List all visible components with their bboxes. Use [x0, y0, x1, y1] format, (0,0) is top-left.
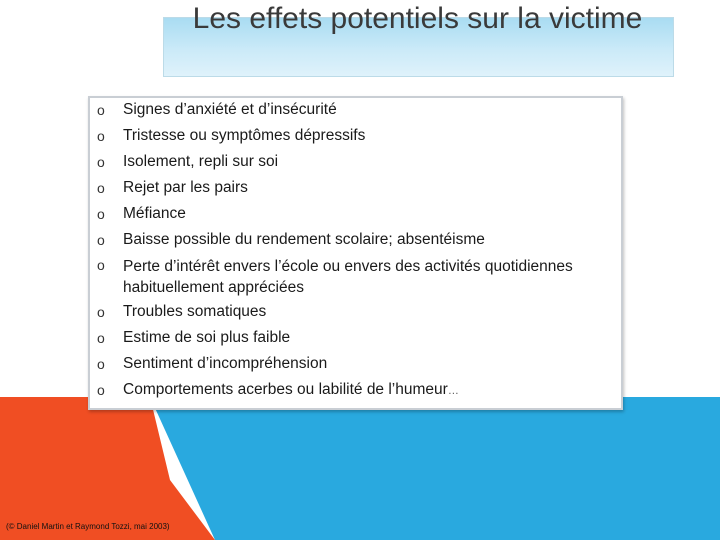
citation: (© Daniel Martin et Raymond Tozzi, mai 2003) [6, 522, 170, 531]
bullet-marker: o [97, 330, 105, 346]
list-item-text: Perte d’intérêt envers l’école ou envers des activités quotidiennes habituellement appréciées [123, 258, 573, 296]
list-item-text: Signes d’anxiété et d’insécurité [123, 101, 337, 118]
bullet-marker: o [97, 154, 105, 170]
bullet-marker: o [97, 128, 105, 144]
bullet-list [97, 97, 617, 404]
list-item-text: Comportements acerbes ou labilité de l’humeur [123, 381, 448, 398]
list-item [97, 97, 617, 123]
list-item-text: Troubles somatiques [123, 303, 267, 320]
list-item-text: Baisse possible du rendement scolaire; absentéisme [123, 231, 485, 248]
bullet-marker: o [97, 356, 105, 372]
bullet-marker: o [97, 382, 105, 398]
list-item [97, 123, 617, 149]
list-item-text: Isolement, repli sur soi [123, 153, 279, 170]
list-item [97, 201, 617, 227]
list-item [97, 175, 617, 201]
bullet-marker: o [97, 257, 105, 273]
list-item-text: Méfiance [123, 205, 186, 222]
list-item [97, 351, 617, 377]
list-item-text: Rejet par les pairs [123, 179, 248, 196]
list-item [97, 149, 617, 175]
bullet-marker: o [97, 102, 105, 118]
list-item [97, 325, 617, 351]
slide-title: Les effets potentiels sur la victime [192, 2, 643, 35]
bullet-marker: o [97, 232, 105, 248]
list-item [97, 377, 617, 404]
list-item-text: Sentiment d’incompréhension [123, 355, 328, 372]
list-item [97, 227, 617, 253]
bullet-marker: o [97, 206, 105, 222]
blue-shape [150, 397, 720, 540]
bullet-marker: o [97, 180, 105, 196]
list-item-text: Tristesse ou symptômes dépressifs [123, 127, 366, 144]
list-item [97, 253, 617, 299]
list-item-text: Estime de soi plus faible [123, 329, 291, 346]
bullet-marker: o [97, 304, 105, 320]
list-item [97, 299, 617, 325]
trailing-ellipsis: … [447, 385, 459, 397]
